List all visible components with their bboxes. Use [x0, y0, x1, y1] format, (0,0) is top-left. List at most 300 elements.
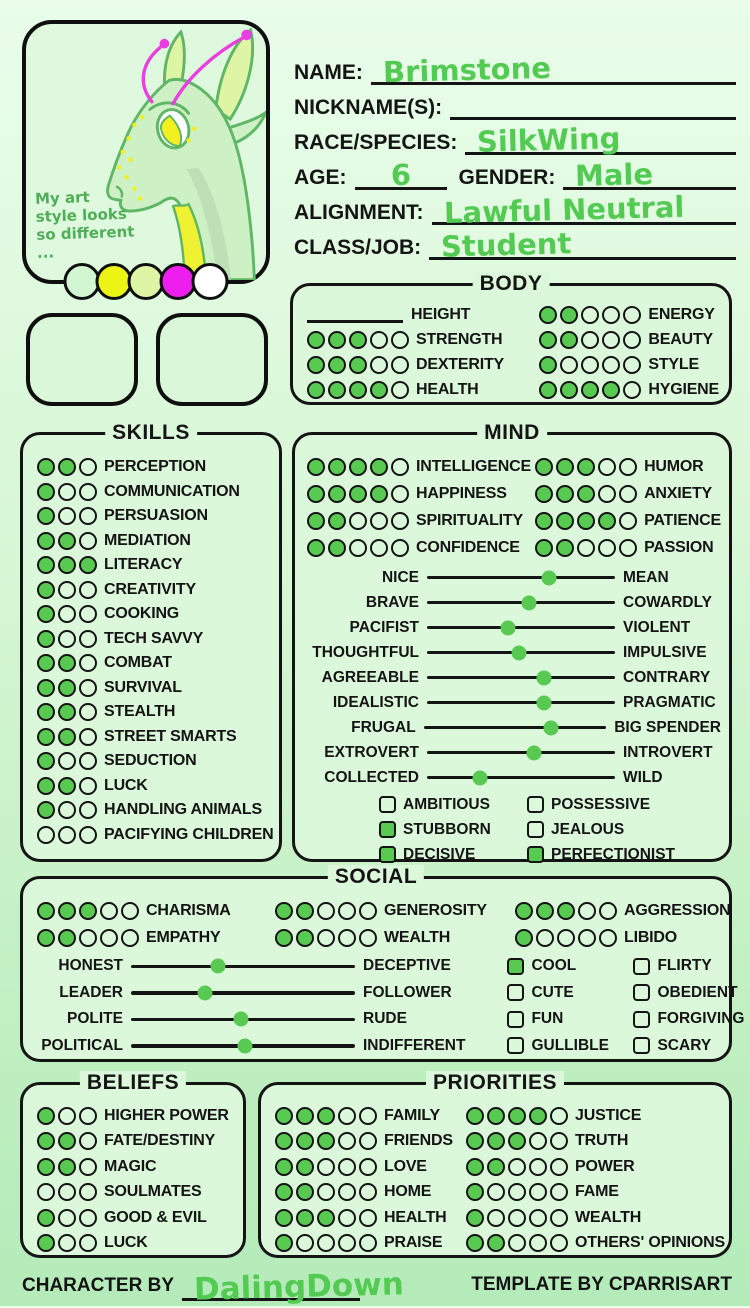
dot-filled[interactable]: [58, 777, 76, 795]
dot-filled[interactable]: [577, 512, 595, 530]
character-by-field[interactable]: [182, 1264, 405, 1308]
dot-empty[interactable]: [487, 1183, 505, 1201]
dot-empty[interactable]: [349, 512, 367, 530]
dot-filled[interactable]: [37, 556, 55, 574]
slider-track[interactable]: [427, 776, 615, 780]
dot-filled[interactable]: [317, 1209, 335, 1227]
dot-filled[interactable]: [598, 512, 616, 530]
dot-empty[interactable]: [317, 1158, 335, 1176]
dot-empty[interactable]: [58, 507, 76, 525]
slider-handle[interactable]: [211, 959, 226, 974]
dot-empty[interactable]: [391, 512, 409, 530]
dot-filled[interactable]: [37, 929, 55, 947]
slider-track[interactable]: [131, 1044, 355, 1048]
dot-filled[interactable]: [487, 1132, 505, 1150]
slider-track[interactable]: [427, 676, 615, 680]
dot-empty[interactable]: [598, 458, 616, 476]
slider-right-label: IMPULSIVE: [623, 643, 707, 661]
dot-empty[interactable]: [317, 902, 335, 920]
dot-empty[interactable]: [508, 1234, 526, 1252]
checkbox-unchecked[interactable]: [633, 958, 650, 975]
checkbox-checked[interactable]: [379, 821, 396, 838]
checkbox-unchecked[interactable]: [507, 1037, 524, 1054]
dot-filled[interactable]: [58, 728, 76, 746]
dot-empty[interactable]: [550, 1107, 568, 1125]
dot-empty[interactable]: [100, 929, 118, 947]
slider-polite-rude: [37, 1006, 465, 1033]
dot-empty[interactable]: [79, 1183, 97, 1201]
dot-empty[interactable]: [79, 1209, 97, 1227]
dot-filled[interactable]: [328, 539, 346, 557]
dot-filled[interactable]: [275, 1132, 293, 1150]
dot-filled[interactable]: [37, 703, 55, 721]
dot-filled[interactable]: [577, 458, 595, 476]
dot-empty[interactable]: [58, 605, 76, 623]
dot-empty[interactable]: [602, 356, 620, 374]
slider-handle[interactable]: [233, 1012, 248, 1027]
dot-empty[interactable]: [529, 1209, 547, 1227]
checkbox-unchecked[interactable]: [379, 796, 396, 813]
dot-filled[interactable]: [275, 1183, 293, 1201]
dot-empty[interactable]: [317, 1183, 335, 1201]
dot-filled[interactable]: [58, 458, 76, 476]
dot-empty[interactable]: [58, 752, 76, 770]
dot-empty[interactable]: [550, 1183, 568, 1201]
dot-empty[interactable]: [359, 902, 377, 920]
dot-filled[interactable]: [529, 1107, 547, 1125]
dot-filled[interactable]: [79, 556, 97, 574]
dot-empty[interactable]: [359, 1158, 377, 1176]
dot-empty[interactable]: [581, 356, 599, 374]
dot-empty[interactable]: [296, 1234, 314, 1252]
slider-handle[interactable]: [544, 720, 559, 735]
dot-empty[interactable]: [79, 777, 97, 795]
dot-empty[interactable]: [79, 532, 97, 550]
dot-empty[interactable]: [391, 485, 409, 503]
dot-filled[interactable]: [58, 532, 76, 550]
dot-empty[interactable]: [79, 507, 97, 525]
checkbox-unchecked[interactable]: [633, 984, 650, 1001]
checkbox-checked[interactable]: [507, 958, 524, 975]
stat-label: PATIENCE: [644, 511, 721, 529]
dot-empty[interactable]: [58, 483, 76, 501]
dot-filled[interactable]: [508, 1132, 526, 1150]
dot-empty[interactable]: [58, 1209, 76, 1227]
dot-filled[interactable]: [515, 929, 533, 947]
dot-filled[interactable]: [370, 381, 388, 399]
dot-empty[interactable]: [550, 1158, 568, 1176]
name-field[interactable]: [371, 49, 736, 90]
race-field[interactable]: [465, 119, 736, 159]
checkbox-unchecked[interactable]: [527, 821, 544, 838]
dot-filled[interactable]: [556, 485, 574, 503]
dot-filled[interactable]: [466, 1234, 484, 1252]
dot-filled[interactable]: [275, 929, 293, 947]
dot-empty[interactable]: [359, 1183, 377, 1201]
dot-filled[interactable]: [307, 512, 325, 530]
dot-empty[interactable]: [359, 1107, 377, 1125]
dot-filled[interactable]: [275, 1234, 293, 1252]
dot-filled[interactable]: [349, 381, 367, 399]
dot-filled[interactable]: [37, 507, 55, 525]
dot-filled[interactable]: [37, 1132, 55, 1150]
dot-empty[interactable]: [619, 458, 637, 476]
gender-field[interactable]: [563, 154, 736, 194]
dot-empty[interactable]: [338, 1209, 356, 1227]
dot-filled[interactable]: [37, 654, 55, 672]
dot-filled[interactable]: [275, 1107, 293, 1125]
dot-empty[interactable]: [79, 605, 97, 623]
slider-handle[interactable]: [536, 695, 551, 710]
dot-filled[interactable]: [58, 556, 76, 574]
dot-empty[interactable]: [79, 1234, 97, 1252]
dot-filled[interactable]: [317, 1132, 335, 1150]
rating-dots: [539, 331, 641, 349]
age-value: 6: [389, 157, 412, 193]
dot-filled[interactable]: [307, 356, 325, 374]
dot-empty[interactable]: [338, 902, 356, 920]
dot-empty[interactable]: [578, 929, 596, 947]
dot-filled[interactable]: [328, 485, 346, 503]
slider-handle[interactable]: [521, 595, 536, 610]
dot-empty[interactable]: [560, 356, 578, 374]
dot-empty[interactable]: [58, 630, 76, 648]
checkbox-checked[interactable]: [379, 846, 396, 863]
dot-empty[interactable]: [602, 331, 620, 349]
dot-empty[interactable]: [79, 1132, 97, 1150]
dot-filled[interactable]: [307, 331, 325, 349]
dot-filled[interactable]: [37, 1107, 55, 1125]
dot-filled[interactable]: [487, 1158, 505, 1176]
slider-handle[interactable]: [472, 770, 487, 785]
dot-filled[interactable]: [602, 381, 620, 399]
dot-empty[interactable]: [550, 1209, 568, 1227]
dot-empty[interactable]: [317, 929, 335, 947]
dot-empty[interactable]: [487, 1209, 505, 1227]
dot-filled[interactable]: [37, 630, 55, 648]
slider-handle[interactable]: [512, 645, 527, 660]
dot-filled[interactable]: [58, 1158, 76, 1176]
dot-empty[interactable]: [557, 929, 575, 947]
dot-empty[interactable]: [581, 331, 599, 349]
dot-filled[interactable]: [536, 902, 554, 920]
dot-filled[interactable]: [37, 752, 55, 770]
dot-filled[interactable]: [349, 458, 367, 476]
rating-dots: [535, 485, 637, 503]
dot-empty[interactable]: [37, 1183, 55, 1201]
dot-filled[interactable]: [37, 581, 55, 599]
dot-filled[interactable]: [296, 1158, 314, 1176]
dot-empty[interactable]: [598, 539, 616, 557]
dot-filled[interactable]: [560, 381, 578, 399]
dot-filled[interactable]: [487, 1107, 505, 1125]
dot-filled[interactable]: [58, 902, 76, 920]
dot-empty[interactable]: [508, 1209, 526, 1227]
dot-empty[interactable]: [578, 902, 596, 920]
dot-empty[interactable]: [79, 1107, 97, 1125]
dot-filled[interactable]: [349, 485, 367, 503]
dot-empty[interactable]: [391, 356, 409, 374]
dot-empty[interactable]: [79, 752, 97, 770]
dot-filled[interactable]: [37, 483, 55, 501]
dot-empty[interactable]: [58, 1183, 76, 1201]
dot-filled[interactable]: [58, 654, 76, 672]
dot-filled[interactable]: [535, 485, 553, 503]
dot-filled[interactable]: [539, 331, 557, 349]
dot-empty[interactable]: [79, 1158, 97, 1176]
slider-track[interactable]: [427, 626, 615, 630]
dot-empty[interactable]: [602, 306, 620, 324]
dot-filled[interactable]: [349, 331, 367, 349]
stat-label: CREATIVITY: [104, 580, 196, 598]
dot-empty[interactable]: [529, 1234, 547, 1252]
dot-empty[interactable]: [370, 539, 388, 557]
dot-filled[interactable]: [577, 485, 595, 503]
dot-filled[interactable]: [487, 1234, 505, 1252]
slider-handle[interactable]: [197, 985, 212, 1000]
slider-track[interactable]: [427, 701, 615, 705]
dot-empty[interactable]: [529, 1158, 547, 1176]
dot-empty[interactable]: [79, 801, 97, 819]
dot-empty[interactable]: [79, 929, 97, 947]
dot-filled[interactable]: [58, 1132, 76, 1150]
dot-empty[interactable]: [37, 826, 55, 844]
dot-empty[interactable]: [79, 483, 97, 501]
slider-track[interactable]: [427, 576, 615, 580]
dot-empty[interactable]: [79, 728, 97, 746]
dot-empty[interactable]: [508, 1158, 526, 1176]
dot-filled[interactable]: [556, 539, 574, 557]
dot-empty[interactable]: [58, 1234, 76, 1252]
dot-empty[interactable]: [391, 331, 409, 349]
dot-filled[interactable]: [307, 381, 325, 399]
dot-filled[interactable]: [37, 728, 55, 746]
dot-empty[interactable]: [79, 826, 97, 844]
dot-filled[interactable]: [556, 458, 574, 476]
dot-filled[interactable]: [37, 458, 55, 476]
dot-filled[interactable]: [296, 929, 314, 947]
dot-empty[interactable]: [359, 929, 377, 947]
dot-filled[interactable]: [58, 929, 76, 947]
checkbox-unchecked[interactable]: [633, 1011, 650, 1028]
dot-empty[interactable]: [338, 1158, 356, 1176]
dot-empty[interactable]: [338, 1234, 356, 1252]
dot-filled[interactable]: [328, 356, 346, 374]
dot-filled[interactable]: [557, 902, 575, 920]
dot-filled[interactable]: [535, 458, 553, 476]
dot-empty[interactable]: [529, 1132, 547, 1150]
dot-empty[interactable]: [349, 539, 367, 557]
class-field[interactable]: [429, 224, 736, 264]
dot-empty[interactable]: [79, 654, 97, 672]
dot-empty[interactable]: [391, 539, 409, 557]
dot-empty[interactable]: [550, 1234, 568, 1252]
stat-label: STRENGTH: [416, 330, 503, 348]
alignment-field[interactable]: [432, 189, 737, 231]
dot-filled[interactable]: [560, 331, 578, 349]
stat-label: SOULMATES: [104, 1183, 202, 1201]
dot-empty[interactable]: [370, 356, 388, 374]
dot-empty[interactable]: [536, 929, 554, 947]
dot-filled[interactable]: [515, 902, 533, 920]
dot-empty[interactable]: [338, 1183, 356, 1201]
slider-track[interactable]: [424, 726, 606, 730]
dot-filled[interactable]: [37, 1234, 55, 1252]
dot-filled[interactable]: [539, 306, 557, 324]
dot-filled[interactable]: [535, 539, 553, 557]
checkbox-unchecked[interactable]: [507, 1011, 524, 1028]
dot-empty[interactable]: [599, 902, 617, 920]
slider-right-label: CONTRARY: [623, 668, 711, 686]
slider-handle[interactable]: [527, 745, 542, 760]
dot-empty[interactable]: [338, 1132, 356, 1150]
dot-filled[interactable]: [328, 381, 346, 399]
dot-filled[interactable]: [539, 381, 557, 399]
dot-empty[interactable]: [623, 381, 641, 399]
dot-filled[interactable]: [466, 1183, 484, 1201]
dot-empty[interactable]: [619, 539, 637, 557]
dot-filled[interactable]: [466, 1132, 484, 1150]
dot-filled[interactable]: [581, 381, 599, 399]
dot-filled[interactable]: [37, 1209, 55, 1227]
slider-track[interactable]: [131, 991, 355, 995]
dot-empty[interactable]: [359, 1209, 377, 1227]
dot-empty[interactable]: [619, 512, 637, 530]
dot-filled[interactable]: [275, 1209, 293, 1227]
dot-empty[interactable]: [317, 1234, 335, 1252]
dot-empty[interactable]: [79, 630, 97, 648]
slider-track[interactable]: [131, 965, 355, 969]
dot-empty[interactable]: [58, 581, 76, 599]
dot-empty[interactable]: [58, 1107, 76, 1125]
dot-filled[interactable]: [37, 1158, 55, 1176]
dot-empty[interactable]: [121, 929, 139, 947]
dot-filled[interactable]: [296, 1107, 314, 1125]
dot-empty[interactable]: [338, 1107, 356, 1125]
dot-empty[interactable]: [370, 331, 388, 349]
dot-filled[interactable]: [37, 605, 55, 623]
dot-filled[interactable]: [307, 458, 325, 476]
checkbox-checked[interactable]: [527, 846, 544, 863]
dot-filled[interactable]: [560, 306, 578, 324]
dot-empty[interactable]: [58, 826, 76, 844]
dot-filled[interactable]: [317, 1107, 335, 1125]
dot-filled[interactable]: [58, 679, 76, 697]
stat-label: INTELLIGENCE: [416, 457, 531, 475]
dot-filled[interactable]: [307, 539, 325, 557]
dot-filled[interactable]: [535, 512, 553, 530]
dot-filled[interactable]: [539, 356, 557, 374]
dot-empty[interactable]: [550, 1132, 568, 1150]
slider-track[interactable]: [427, 651, 615, 655]
rating-dots: [37, 826, 97, 844]
trait-scary: [633, 1033, 750, 1060]
dot-filled[interactable]: [296, 902, 314, 920]
dot-empty[interactable]: [338, 929, 356, 947]
dot-empty[interactable]: [391, 381, 409, 399]
dot-filled[interactable]: [307, 485, 325, 503]
stat-row-praise: [275, 1231, 466, 1257]
dot-empty[interactable]: [370, 512, 388, 530]
dot-empty[interactable]: [79, 679, 97, 697]
dot-filled[interactable]: [37, 777, 55, 795]
dot-empty[interactable]: [577, 539, 595, 557]
dot-filled[interactable]: [37, 532, 55, 550]
dot-filled[interactable]: [275, 902, 293, 920]
dot-filled[interactable]: [58, 703, 76, 721]
dot-empty[interactable]: [121, 902, 139, 920]
dot-filled[interactable]: [37, 902, 55, 920]
dot-filled[interactable]: [556, 512, 574, 530]
dot-empty[interactable]: [623, 356, 641, 374]
slider-handle[interactable]: [500, 620, 515, 635]
dot-empty[interactable]: [529, 1183, 547, 1201]
rating-dots: [466, 1107, 568, 1125]
stat-label: SPIRITUALITY: [416, 511, 523, 529]
dot-empty[interactable]: [58, 801, 76, 819]
checkbox-unchecked[interactable]: [507, 984, 524, 1001]
dot-filled[interactable]: [466, 1158, 484, 1176]
dot-empty[interactable]: [619, 485, 637, 503]
dot-empty[interactable]: [359, 1234, 377, 1252]
dot-empty[interactable]: [79, 458, 97, 476]
nickname-field[interactable]: [450, 84, 736, 120]
dot-filled[interactable]: [296, 1132, 314, 1150]
dot-filled[interactable]: [370, 485, 388, 503]
dot-empty[interactable]: [79, 703, 97, 721]
height-field[interactable]: [307, 306, 403, 323]
dot-filled[interactable]: [466, 1209, 484, 1227]
age-field[interactable]: [355, 154, 447, 193]
dot-filled[interactable]: [296, 1183, 314, 1201]
dot-empty[interactable]: [623, 331, 641, 349]
slider-track[interactable]: [131, 1018, 355, 1022]
dot-empty[interactable]: [581, 306, 599, 324]
dot-empty[interactable]: [599, 929, 617, 947]
checkbox-unchecked[interactable]: [527, 796, 544, 813]
dot-filled[interactable]: [370, 458, 388, 476]
dot-empty[interactable]: [508, 1183, 526, 1201]
dot-empty[interactable]: [391, 458, 409, 476]
dot-filled[interactable]: [37, 679, 55, 697]
dot-empty[interactable]: [79, 581, 97, 599]
dot-empty[interactable]: [598, 485, 616, 503]
slider-left-label: PACIFIST: [349, 618, 419, 636]
dot-empty[interactable]: [623, 306, 641, 324]
slider-track[interactable]: [427, 601, 615, 605]
dot-filled[interactable]: [328, 458, 346, 476]
slider-handle[interactable]: [536, 670, 551, 685]
dot-filled[interactable]: [328, 512, 346, 530]
rating-dots: [37, 752, 97, 770]
slider-handle[interactable]: [542, 570, 557, 585]
dot-filled[interactable]: [37, 801, 55, 819]
slider-handle[interactable]: [238, 1038, 253, 1053]
dot-filled[interactable]: [328, 331, 346, 349]
checkbox-unchecked[interactable]: [633, 1037, 650, 1054]
dot-empty[interactable]: [359, 1132, 377, 1150]
stat-label: HEALTH: [416, 380, 479, 398]
stat-label: MAGIC: [104, 1157, 157, 1175]
dot-filled[interactable]: [79, 902, 97, 920]
dot-filled[interactable]: [466, 1107, 484, 1125]
dot-filled[interactable]: [508, 1107, 526, 1125]
dot-filled[interactable]: [275, 1158, 293, 1176]
slider-track[interactable]: [427, 751, 615, 755]
dot-filled[interactable]: [296, 1209, 314, 1227]
dot-empty[interactable]: [100, 902, 118, 920]
dot-filled[interactable]: [349, 356, 367, 374]
